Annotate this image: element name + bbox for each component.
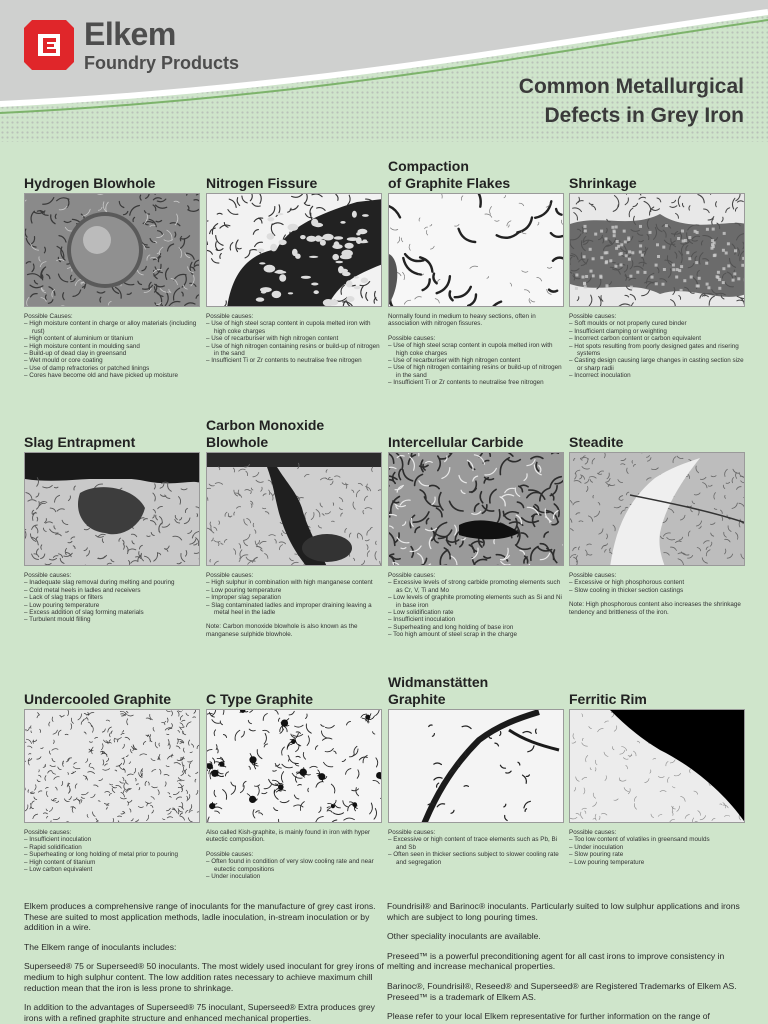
- cause-item: – Too low content of volatiles in greensand moulds: [569, 836, 710, 844]
- cause-item: – Lack of slag traps or filters: [24, 594, 103, 602]
- shrinkage-micrograph-icon: [569, 193, 745, 307]
- cause-item: – Incorrect inoculation: [569, 372, 631, 380]
- defect-card: [24, 156, 200, 380]
- cause-item: – Use of recarburiser with high nitrogen content: [388, 357, 521, 365]
- card-heading: [24, 156, 200, 192]
- card-title: Ferritic Rim: [569, 691, 647, 707]
- causes-label: Possible causes:: [206, 572, 254, 579]
- card-title: C Type Graphite: [206, 691, 314, 707]
- card-intro: Normally found in medium to heavy sections, often in association with nitrogen fissures.: [388, 313, 536, 328]
- cause-item: – Use of high steel scrap content in cupola melted iron with high coke charges: [206, 320, 371, 335]
- card-text: [569, 829, 745, 866]
- defect-card: [388, 415, 564, 639]
- card-title: Steadite: [569, 434, 624, 450]
- cause-item: – Insufficient Ti or Zr contents to neutralise free nitrogen: [388, 379, 544, 387]
- card-title: Carbon Monoxide Blowhole: [206, 417, 325, 450]
- card-title: Undercooled Graphite: [24, 691, 172, 707]
- card-title: Hydrogen Blowhole: [24, 175, 156, 191]
- defect-card: [206, 672, 382, 880]
- elkem-logo-icon: [24, 20, 74, 70]
- cause-item: – Soft moulds or not properly cured binder: [569, 320, 687, 328]
- slag-micrograph-icon: [24, 452, 200, 566]
- brand-name: Elkem: [84, 16, 176, 52]
- cause-item: – Use of recarburiser with high nitrogen content: [206, 335, 339, 343]
- poster-title: [404, 72, 744, 130]
- causes-list: [206, 858, 382, 880]
- card-heading: [569, 415, 745, 451]
- card-heading: [24, 672, 200, 708]
- cause-item: – Use of high nitrogen containing resins or build-up of nitrogen in the sand: [388, 364, 562, 379]
- card-heading: [24, 415, 200, 451]
- causes-list: [569, 320, 745, 379]
- cause-item: – Low carbon equivalent: [24, 866, 93, 874]
- cause-item: – Low solidification rate: [388, 609, 454, 617]
- card-title: Compaction of Graphite Flakes: [388, 158, 511, 191]
- card-text: [24, 572, 200, 624]
- card-text: [388, 572, 564, 639]
- cause-item: – Low pouring temperature: [569, 858, 645, 866]
- card-title: Slag Entrapment: [24, 434, 136, 450]
- bottom-left-text: [24, 901, 386, 1024]
- card-title: Intercellular Carbide: [388, 434, 524, 450]
- cause-item: – Incorrect carbon content or carbon equivalent: [569, 335, 701, 343]
- cause-item: – Use of damp refractories or patched linings: [24, 364, 150, 372]
- cause-item: – Low pouring temperature: [24, 601, 100, 609]
- cause-item: – Excessive or high phosphorous content: [569, 579, 685, 587]
- cause-item: – Cores have become old and have picked up moisture: [24, 372, 179, 380]
- cause-item: – High sulphur in combination with high manganese content: [206, 579, 373, 587]
- causes-list: [24, 320, 200, 379]
- causes-list: [569, 579, 745, 594]
- card-text: [24, 829, 200, 873]
- cause-item: – Too high amount of steel scrap in the charge: [388, 631, 518, 639]
- foundrisil-paragraph: Foundrisil® and Barinoc® inoculants. Particularly suited to low sulphur applications and irons which are subject to long pouring times.: [387, 901, 740, 922]
- cause-item: – High moisture content in moulding sand: [24, 342, 140, 350]
- defect-card: [388, 156, 564, 387]
- causes-list: [206, 320, 382, 364]
- card-heading: [569, 672, 745, 708]
- brand-subtitle: Foundry Products: [84, 53, 240, 73]
- causes-list: [24, 579, 200, 623]
- undercooled-micrograph-icon: [24, 709, 200, 823]
- causes-list: [569, 836, 745, 866]
- poster-header: [0, 0, 768, 142]
- defect-card: [569, 672, 745, 866]
- card-text: [569, 313, 745, 380]
- co-blowhole-micrograph-icon: [206, 452, 382, 566]
- causes-list: [388, 836, 564, 866]
- compacted-flakes-micrograph-icon: [388, 193, 564, 307]
- cause-item: – Often seen in thicker sections subject to slower cooling rate and segregation: [388, 851, 559, 866]
- cause-item: – Excess addition of slag forming materials: [24, 609, 144, 617]
- causes-list: [24, 836, 200, 873]
- cause-item: – Insufficient clamping or weighting: [569, 327, 667, 335]
- fissure-micrograph-icon: [206, 193, 382, 307]
- causes-label: Possible causes:: [24, 572, 72, 579]
- defect-card: [206, 415, 382, 645]
- cause-item: – Slag contaminated ladles and improper draining leaving a metal heel in the ladle: [206, 601, 372, 617]
- contact-paragraph: Please refer to your local Elkem representative for further information on the range of: [387, 1011, 710, 1022]
- brand-block: [24, 16, 264, 80]
- card-text: [388, 313, 564, 387]
- speciality-paragraph: Other speciality inoculants are available.: [387, 931, 541, 942]
- cause-item: – Superheating and long holding of base iron: [388, 623, 514, 631]
- card-text: [24, 313, 200, 380]
- defect-card: [24, 672, 200, 873]
- bottom-right-text: [387, 901, 749, 1024]
- cause-item: – Low pouring temperature: [206, 586, 282, 594]
- steadite-micrograph-icon: [569, 452, 745, 566]
- causes-list: [388, 579, 564, 638]
- card-text: [388, 829, 564, 866]
- ferritic-rim-micrograph-icon: [569, 709, 745, 823]
- cause-item: – Hot spots resulting from poorly designed gates and risering systems: [569, 342, 739, 358]
- cause-item: – Often found in condition of very slow cooling rate and near eutectic compositions: [206, 858, 374, 873]
- cause-item: – Use of high steel scrap content in cupola melted iron with high coke charges: [388, 342, 553, 357]
- cause-item: – Excessive levels of strong carbide promoting elements such as Cr, V, Ti and Mo: [388, 579, 561, 594]
- defect-card: [569, 415, 745, 623]
- defect-card: [388, 672, 564, 866]
- card-heading: [388, 156, 564, 192]
- cause-item: – Cold metal heels in ladles and receivers: [24, 586, 141, 594]
- defect-card: [24, 415, 200, 624]
- causes-label: Possible causes:: [206, 850, 254, 858]
- spherical-blowhole-micrograph-icon: [24, 193, 200, 307]
- cause-item: – Insufficient inoculation: [24, 836, 92, 844]
- card-title: Shrinkage: [569, 175, 637, 191]
- preseed-paragraph: Preseed™ is a powerful preconditioning agent for all cast irons to improve consistency in melting and increase mechanical properties.: [387, 950, 725, 972]
- cause-item: – High moisture content in charge or alloy materials (including rust): [24, 320, 197, 335]
- carbide-micrograph-icon: [388, 452, 564, 566]
- cause-item: – High content of titanium: [24, 858, 96, 866]
- cause-item: – Low levels of graphite promoting elements such as Si and Ni in base iron: [388, 594, 562, 609]
- cause-item: – Superheating or long holding of metal prior to pouring: [24, 851, 179, 859]
- card-heading: [206, 672, 382, 708]
- causes-label: Possible causes:: [388, 829, 436, 836]
- range-heading: The Elkem range of inoculants includes:: [24, 941, 177, 952]
- cause-item: – Casting design causing large changes in casting section size or sharp radii: [569, 357, 744, 372]
- card-title: Nitrogen Fissure: [206, 175, 318, 191]
- c-type-micrograph-icon: [206, 709, 382, 823]
- card-text: [206, 313, 382, 365]
- card-text: [569, 572, 745, 616]
- widmanstatten-micrograph-icon: [388, 709, 564, 823]
- card-title: Widmanstätten Graphite: [388, 674, 489, 707]
- cause-item: – Under inoculation: [206, 873, 261, 881]
- card-note: Note: High phosphorous content also increases the shrinkage tendency and brittleness of the iron.: [569, 601, 741, 616]
- cause-item: – Rapid solidification: [24, 843, 82, 851]
- causes-label: Possible causes:: [388, 334, 436, 342]
- cause-item: – Insufficient inoculation: [388, 616, 456, 624]
- causes-label: Possible causes:: [569, 829, 617, 836]
- poster-title-line2: Defects in Grey Iron: [544, 104, 744, 127]
- superseed-extra-paragraph: In addition to the advantages of Superseed® 75 inoculant, Superseed® Extra produces grey irons with a refined graphite structure and enhanced mechanical properties.: [24, 1002, 375, 1023]
- causes-label: Possible causes:: [24, 829, 72, 836]
- cause-item: – High content of aluminium or titanium: [24, 335, 134, 343]
- card-intro: Also called Kish-graphite, is mainly found in iron with hyper eutectic composition.: [206, 829, 371, 844]
- cause-item: – Build-up of dead clay in greensand: [24, 350, 127, 358]
- cause-item: – Inadequate slag removal during melting and pouring: [24, 579, 175, 587]
- card-text: [206, 572, 382, 638]
- cause-item: – Turbulent mould filling: [24, 616, 91, 624]
- card-heading: [388, 415, 564, 451]
- card-heading: [569, 156, 745, 192]
- causes-label: Possible causes:: [388, 572, 436, 579]
- cause-item: – Slow cooling in thicker section castings: [569, 586, 684, 594]
- cause-item: – Slow pouring rate: [569, 851, 624, 859]
- causes-label: Possible causes:: [206, 313, 254, 320]
- cause-item: – Improper slag separation: [206, 594, 281, 602]
- card-heading: [206, 415, 382, 451]
- defect-card: [206, 156, 382, 365]
- cause-item: – Insufficient Ti or Zr contents to neutralise free nitrogen: [206, 357, 362, 365]
- cause-item: – Use of high nitrogen containing resins or build-up of nitrogen in the sand: [206, 342, 380, 358]
- causes-list: [388, 342, 564, 386]
- causes-label: Possible causes:: [569, 313, 617, 320]
- cause-item: – Excessive or high content of trace elements such as Pb, Bi and Sb: [388, 836, 558, 851]
- trademark-paragraph: Barinoc®, Foundrisil®, Reseed® and Superseed® are Registered Trademarks of Elkem AS. Preseed™ is a trademark of Elkem AS.: [387, 980, 737, 1002]
- card-note: Note: Carbon monoxide blowhole is also known as the manganese sulphide blowhole.: [206, 623, 358, 638]
- poster-title-line1: Common Metallurgical: [518, 75, 744, 98]
- superseed-paragraph: Superseed® 75 or Superseed® 50 inoculants. The most widely used inoculant for grey irons of medium to high sulphur content. The low addition rates necessary to achieve maximum chill reduction mean that the iron is less prone to shrinkage.: [24, 961, 384, 993]
- intro-paragraph: Elkem produces a comprehensive range of inoculants for the manufacture of grey cast irons. These are suited to most application methods, ladle inoculation, in-stream inoculation or by addition in a wire.: [24, 901, 376, 933]
- defect-card: [569, 156, 745, 380]
- card-heading: [388, 672, 564, 708]
- causes-label: Possible causes:: [569, 572, 617, 579]
- causes-label: Possible Causes:: [24, 313, 73, 320]
- cause-item: – Wet mould or core coating: [24, 357, 103, 365]
- causes-list: [206, 579, 382, 616]
- card-text: [206, 829, 382, 880]
- cause-item: – Under inoculation: [569, 843, 624, 851]
- card-heading: [206, 156, 382, 192]
